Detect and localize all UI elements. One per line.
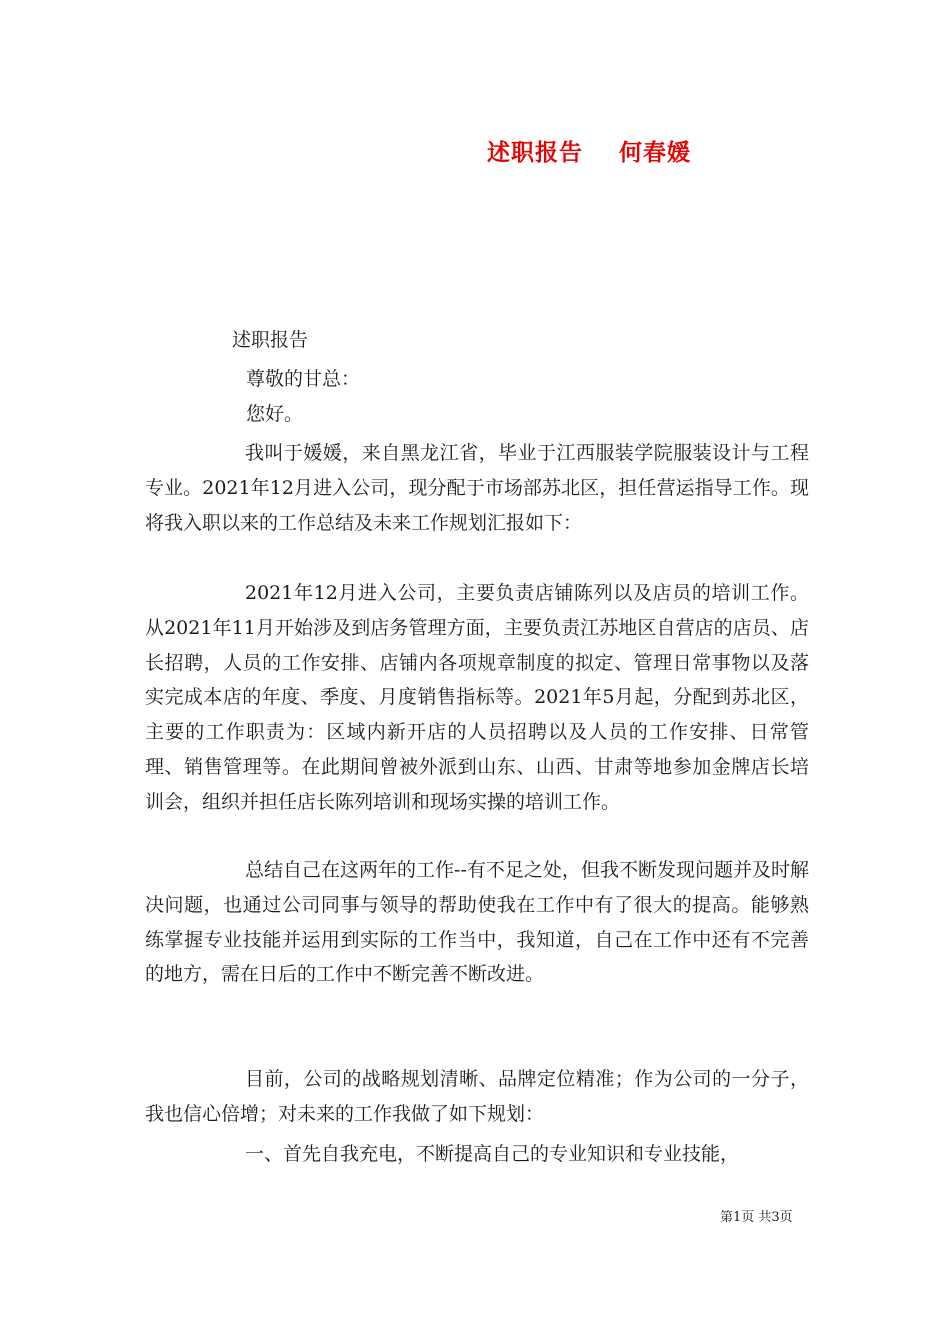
header-title: 述职报告 何春媛: [487, 139, 692, 166]
salutation: 尊敬的甘总：: [246, 368, 361, 390]
document-title: 述职报告: [232, 329, 309, 351]
paragraph-plan-item-1: 一、首先自我充电，不断提高自己的专业知识和专业技能，: [245, 1143, 740, 1165]
paragraph-work-history: 2021年12月进入公司，主要负责店铺陈列以及店员的培训工作。从2021年11月开始涉及到店务管理方面，主要负责江苏地区自营店的店员、店长招聘，人员的工作安排、店铺内各项规章制度的拟定、管理日常事物以及落实完成本店的年度、季度、月度销售指标等。2021年5月起，分配到苏北区，主要的工作职责为：区域内新开店的人员招聘以及人员的工作安排、日常管理、销售管理等。在此期间曾被外派到山东、山西、甘肃等地参加金牌店长培训会，组织并担任店长陈列培训和现场实操的培训工作。: [145, 582, 809, 813]
paragraph-plan-intro: 目前，公司的战略规划清晰、品牌定位精准；作为公司的一分子，我也信心倍增；对未来的工作我做了如下规划：: [145, 1068, 809, 1125]
paragraph-summary: 总结自己在这两年的工作--有不足之处，但我不断发现问题并及时解决问题，也通过公司同事与领导的帮助使我在工作中有了很大的提高。能够熟练掌握专业技能并运用到实际的工作当中，我知道，自己在工作中还有不完善的地方，需在日后的工作中不断完善不断改进。: [145, 859, 809, 986]
greeting: 您好。: [246, 403, 304, 425]
page-number: 第1页 共3页: [720, 1210, 793, 1225]
paragraph-introduction: 我叫于媛媛，来自黑龙江省，毕业于江西服装学院服装设计与工程专业。2021年12月进入公司，现分配于市场部苏北区，担任营运指导工作。现将我入职以来的工作总结及未来工作规划汇报如下：: [145, 442, 809, 534]
